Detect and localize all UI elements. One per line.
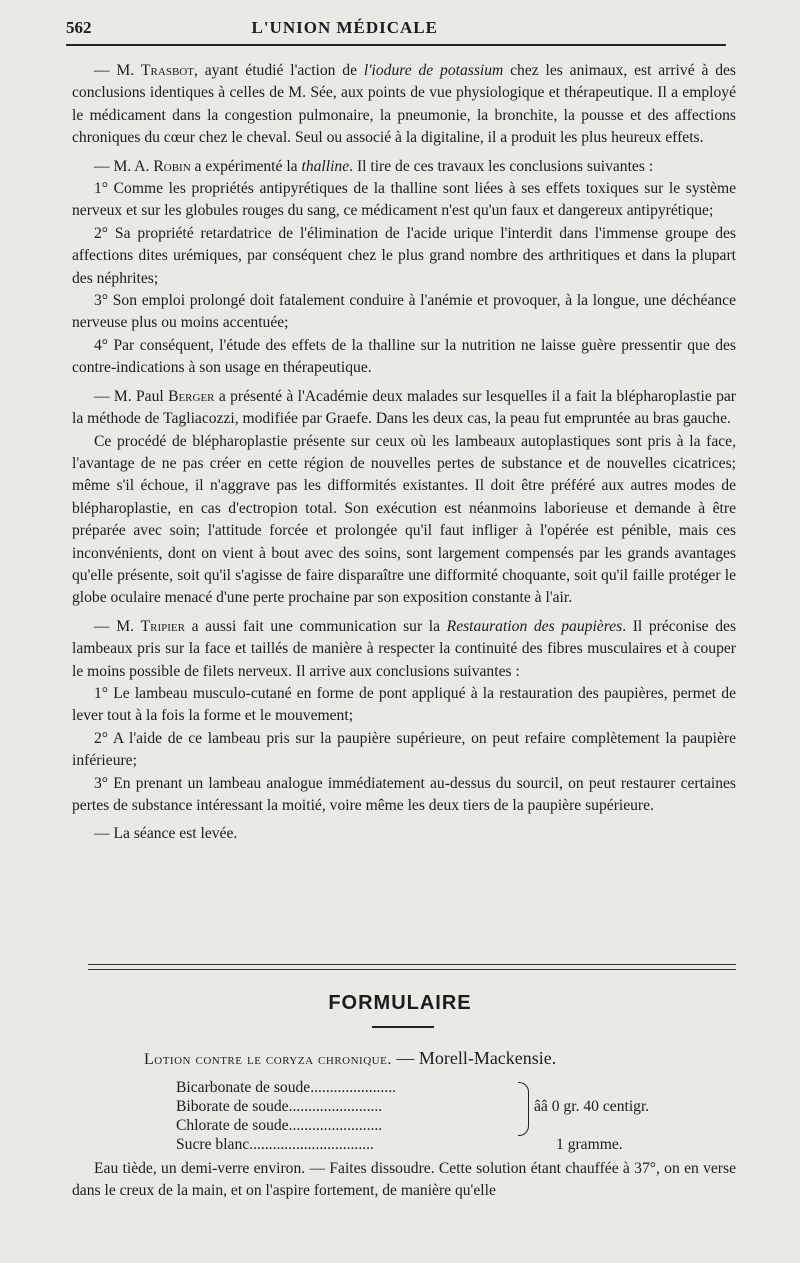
tripier-paragraph: — M. Tripier a aussi fait une communication sur la Restauration des paupières. Il préconise des lambeaux pris sur la face et taillés de manière à respecter la continuité des fibres musculaires et à couper le moins possible de filets nerveux. Il arrive aux conclusions suivantes : (72, 617, 737, 680)
list-item: 2° Sa propriété retardatrice de l'élimination de l'acide urique l'interdit dans l'immense groupe des affections dites urémiques, par conséquent chez le plus grand nombre des arthritiques et dans la plupart des néphrites; (72, 224, 736, 287)
author-name: Robin (153, 157, 191, 175)
recipe-ingredients (176, 1078, 716, 1154)
ingredient-row: Bicarbonate de soude ...................... (176, 1079, 396, 1096)
list-item: 1° Le lambeau musculo-cutané en forme de pont appliqué à la restauration des paupières, permet de lever tout à la fois la forme et le mouvement; (72, 684, 736, 725)
ingredient-row: Biborate de soude ........................ (176, 1098, 383, 1115)
article-body (72, 60, 736, 852)
author-name: Trasbot (141, 62, 194, 79)
section-divider (88, 964, 736, 970)
title-rule (372, 1026, 434, 1028)
list-item: 1° Comme les propriétés antipyrétiques de la thalline sont liées à ses effets toxiques sur le système nerveux et sur les globules rouges du sang, ce médicament n'est qu'un faux et dangereux antipyrétique; (72, 180, 736, 220)
formulaire-title: FORMULAIRE (328, 992, 472, 1014)
robin-paragraph: — M. A. Robin a expérimenté la thalline. Il tire de ces travaux les conclusions suivantes : (94, 157, 654, 175)
ingredient-row: Sucre blanc ................................ (176, 1136, 374, 1153)
list-item: 4° Par conséquent, l'étude des effets de la thalline sur la nutrition ne laisse guère pressentir que des contre-indications à son usage en thérapeutique. (72, 336, 736, 377)
page-header (66, 14, 738, 42)
list-item: 3° En prenant un lambeau analogue immédiatement au-dessus du sourcil, on peut restaurer certaines pertes de substance intéressant la moitié, voire même les deux tiers de la paupière supérieure. (72, 774, 736, 814)
author-name: Berger (168, 387, 215, 405)
header-rule (66, 44, 726, 46)
author-name: Tripier (140, 617, 185, 635)
instructions: Eau tiède, un demi-verre environ. — Faites dissoudre. Cette solution étant chauffée à 37°, on en verse dans le creux de la main, et on l'aspire fortement, de manière qu'elle (72, 1160, 736, 1200)
trasbot-paragraph: — M. Trasbot, ayant étudié l'action de l'iodure de potassium chez les animaux, est arrivé à des conclusions identiques à celles de M. Sée, aux points de vue physiologique et thérapeutique. Il a employé le médicament dans la congestion pulmonaire, la pneumonie, la bronchite, la pousse et des affections chroniques du cœur chez le cheval. Seul ou associé à la digitaline, il a produit les plus heureux effets. (72, 62, 736, 147)
sugar-quantity: 1 gramme. (556, 1136, 623, 1153)
running-title: L'UNION MÉDICALE (251, 18, 438, 37)
list-item: 2° A l'aide de ce lambeau pris sur la paupière supérieure, on peut refaire complètement la paupière inférieure; (72, 729, 736, 770)
ingredient-row: Chlorate de soude ........................ (176, 1117, 383, 1134)
page-number: 562 (66, 18, 92, 37)
list-item: 3° Son emploi prolongé doit fatalement conduire à l'anémie et provoquer, à la longue, une déchéance nerveuse plus ou moins accentuée; (72, 292, 736, 332)
berger-paragraph: — M. Paul Berger a présenté à l'Académie deux malades sur lesquelles il a fait la blépharoplastie par la méthode de Tagliacozzi, modifiée par Graefe. Dans les deux cas, la peau fut empruntée au bras gauche. (72, 387, 736, 428)
dose-value: ââ 0 gr. 40 centigr. (534, 1098, 650, 1115)
brace-icon (518, 1082, 529, 1136)
seance-closing: — La séance est levée. (94, 825, 238, 843)
recipe-title: Lotion contre le coryza chronique. — Morell-Mackensie. (144, 1048, 557, 1068)
berger-paragraph-2: Ce procédé de blépharoplastie présente sur ceux où les lambeaux autoplastiques sont pris à la face, l'avantage de ne pas créer en cette région de nouvelles pertes de substance et de nouvelles cicatrices; même s'il échoue, il n'aggrave pas les difformités existantes. Il doit être préféré aux autres modes de blépharoplastie, en cas d'ectropion total. Son exécution est néanmoins laborieuse et demande à être préparée avec soin; l'attitude forcée et prolongée qu'il faut infliger à l'opérée est pénible, mais ces inconvénients, dont on vient à bout avec des soins, sont largement compensés par les grands avantages qu'elle présente, soit qu'il s'agisse de faire disparaître une difformité choquante, soit qu'il faille protéger le globe oculaire menacé d'une perte prochaine par son exposition constante à l'air. (72, 432, 736, 607)
